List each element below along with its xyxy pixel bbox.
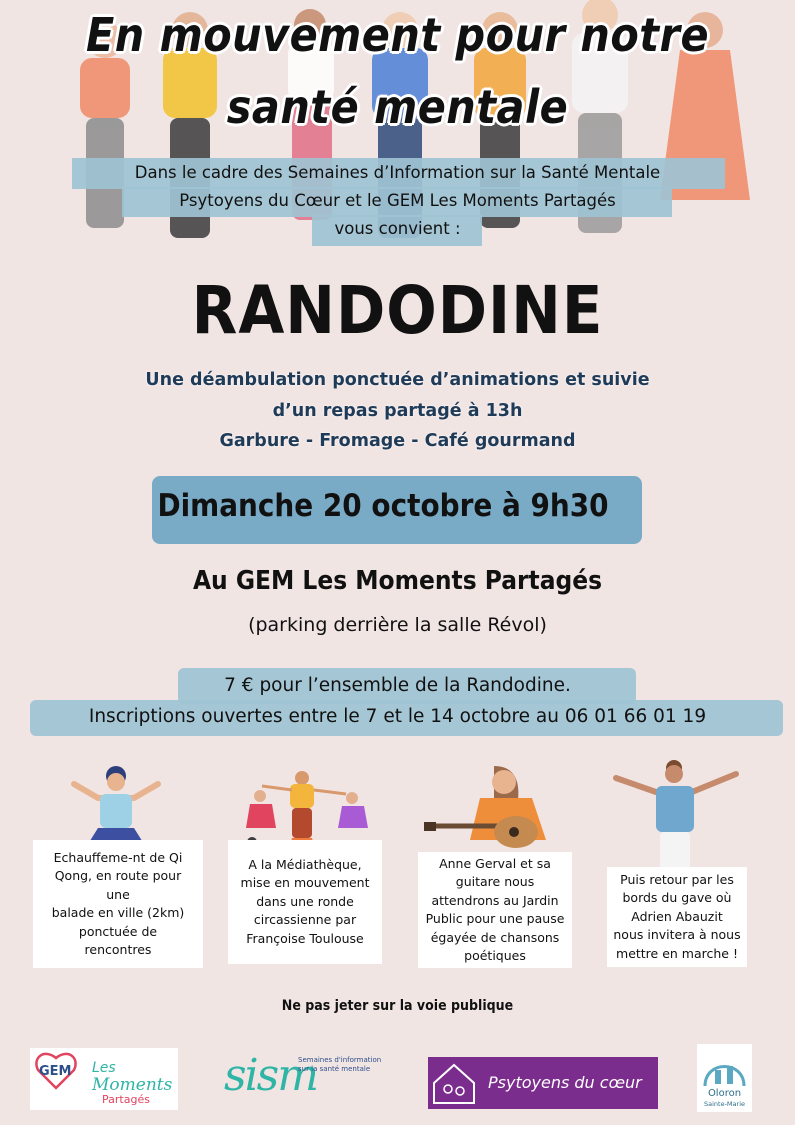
activity-4-line: nous invitera à nous (613, 927, 741, 943)
parking-info: (parking derrière la salle Révol) (248, 614, 547, 636)
activity-2-line: circassienne par (253, 912, 357, 928)
activity-1-line: Echauffeme-nt de Qi (53, 849, 183, 865)
price-text: 7 € pour l’ensemble de la Randodine. (224, 675, 571, 696)
activity-card-4 (607, 867, 747, 967)
activity-1-line: ponctuée de (78, 923, 158, 939)
event-place: Au GEM Les Moments Partagés (192, 566, 603, 596)
sism-line-2: sur la santé mentale (298, 1065, 371, 1073)
intro-line-2: Psytoyens du Cœur et le GEM Les Moments Partagés (179, 191, 616, 210)
event-date: Dimanche 20 octobre à 9h30 (157, 488, 609, 524)
gem-text: GEM (39, 1064, 72, 1079)
activity-3-line: Public pour une pause (425, 911, 565, 926)
oloron-line-2: Sainte-Marie (704, 1100, 745, 1108)
main-title-line-2: santé mentale (226, 80, 569, 134)
activity-3-line: guitare nous (455, 874, 535, 889)
house-icon (428, 1057, 484, 1109)
activity-2-line: Françoise Toulouse (246, 930, 364, 946)
event-name: RANDODINE (191, 272, 604, 349)
event-menu: Garbure - Fromage - Café gourmand (219, 431, 576, 451)
gem-les-text: Les (92, 1060, 116, 1076)
sism-line-1: Semaines d'information (298, 1056, 382, 1064)
activity-2-line: dans une ronde (256, 893, 354, 909)
activity-3-line: égayée de chansons (430, 929, 560, 945)
activity-2-line: mise en mouvement (240, 875, 370, 891)
activity-1-line: Qong, en route pour (54, 868, 182, 883)
activity-3-line: Anne Gerval et sa (439, 855, 551, 871)
activity-3-line: attendrons au Jardin (431, 892, 559, 908)
psytoyens-label: Psytoyens du cœur (488, 1073, 642, 1092)
activity-4-line: Puis retour par les (620, 871, 734, 887)
sism-mark: sism (224, 1050, 317, 1101)
oloron-emblem-icon (697, 1046, 752, 1090)
oloron-logo (697, 1044, 752, 1112)
intro-line-3: vous convient : (334, 219, 461, 238)
gem-logo (30, 1048, 178, 1110)
registration-text: Inscriptions ouvertes entre le 7 et le 14 octobre au 06 01 66 01 19 (88, 706, 707, 727)
activity-card-1 (33, 840, 203, 968)
activity-4-line: Adrien Abauzit (631, 908, 723, 924)
activity-3-line: poétiques (464, 948, 526, 963)
sism-logo (222, 1050, 388, 1110)
activity-4-line: bords du gave où (622, 890, 732, 906)
activity-1-line: une (106, 886, 130, 902)
activity-4-line: mettre en marche ! (616, 945, 738, 961)
event-description-line-2: d’un repas partagé à 13h (272, 401, 523, 421)
activity-card-2 (228, 840, 382, 964)
psytoyens-logo (428, 1057, 658, 1109)
main-title-line-1: En mouvement pour notre (85, 8, 710, 62)
gem-moments-text: Moments (92, 1075, 173, 1095)
gem-partages-text: Partagés (102, 1093, 150, 1106)
activity-2-line: A la Médiathèque, (248, 856, 362, 872)
guitarist-icon (424, 760, 554, 858)
oloron-line-1: Oloron (707, 1088, 742, 1099)
footnote: Ne pas jeter sur la voie publique (281, 998, 514, 1014)
intro-line-1: Dans le cadre des Semaines d’Information sur la Santé Mentale (134, 163, 661, 182)
stretching-man-icon (612, 760, 742, 870)
activity-1-line: balade en ville (2km) (51, 905, 185, 920)
event-description-line-1: Une déambulation ponctuée d’animations et suivie (145, 370, 650, 390)
activity-card-3 (418, 852, 572, 968)
activity-1-line: rencontres (84, 942, 152, 957)
